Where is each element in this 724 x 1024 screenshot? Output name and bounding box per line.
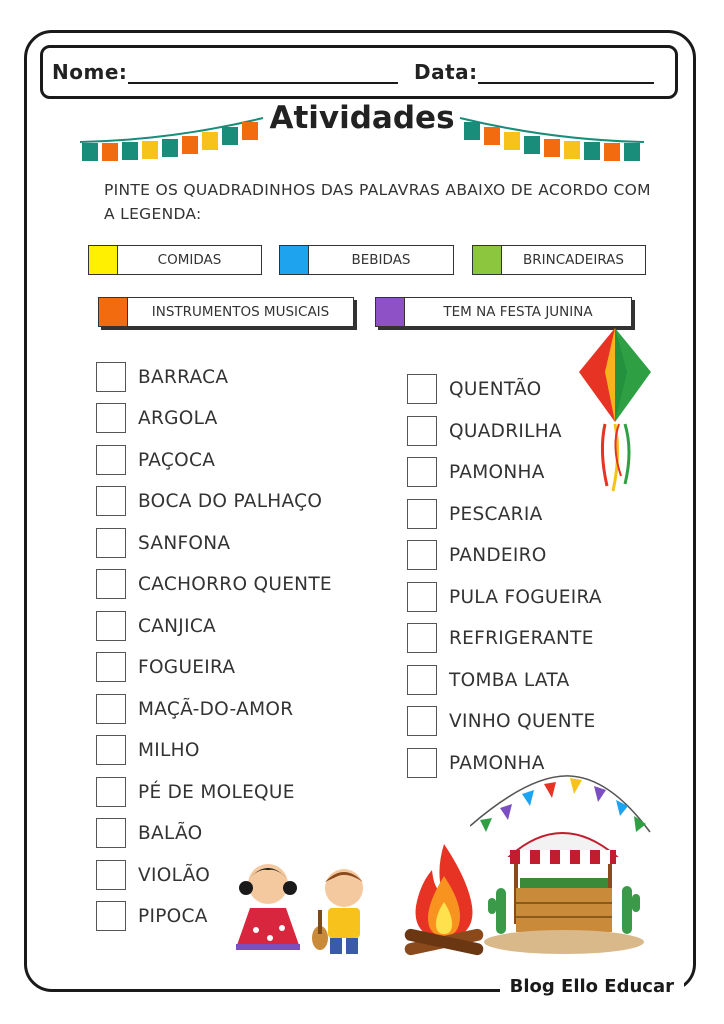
legend-brincadeiras	[472, 245, 646, 275]
item-label: MAÇÃ-DO-AMOR	[138, 698, 294, 720]
checkbox[interactable]	[96, 611, 126, 641]
header-box	[40, 45, 678, 99]
checkbox[interactable]	[96, 362, 126, 392]
name-field[interactable]	[128, 82, 398, 84]
list-item	[96, 486, 322, 516]
legend-swatch[interactable]	[99, 298, 128, 326]
list-item	[96, 901, 208, 931]
legend-swatch[interactable]	[376, 298, 405, 326]
legend-swatch[interactable]	[89, 246, 118, 274]
list-item	[96, 362, 228, 392]
checkbox[interactable]	[96, 652, 126, 682]
item-label: MILHO	[138, 739, 200, 761]
page-title: Atividades	[269, 100, 455, 136]
list-item	[96, 611, 216, 641]
checkbox[interactable]	[407, 665, 437, 695]
legend-label: INSTRUMENTOS MUSICAIS	[151, 304, 330, 320]
item-label: PAMONHA	[449, 461, 545, 483]
checkbox[interactable]	[407, 582, 437, 612]
checkbox[interactable]	[96, 403, 126, 433]
list-item	[96, 652, 235, 682]
instructions-text: PINTE OS QUADRADINHOS DAS PALAVRAS ABAIXO DE ACORDO COM A LEGENDA:	[104, 181, 651, 223]
item-label: QUENTÃO	[449, 378, 542, 400]
checkbox[interactable]	[96, 818, 126, 848]
checkbox[interactable]	[407, 416, 437, 446]
item-label: PÉ DE MOLEQUE	[138, 781, 295, 803]
item-label: PAMONHA	[449, 752, 545, 774]
item-label: BALÃO	[138, 822, 203, 844]
list-item	[407, 540, 547, 570]
list-item	[407, 706, 596, 736]
list-item	[407, 623, 594, 653]
checkbox[interactable]	[96, 486, 126, 516]
item-label: PESCARIA	[449, 503, 543, 525]
date-label: Data:	[414, 60, 478, 84]
item-label: QUADRILHA	[449, 420, 562, 442]
legend-swatch[interactable]	[473, 246, 502, 274]
list-item	[407, 499, 543, 529]
name-label: Nome:	[52, 60, 128, 84]
item-label: CANJICA	[138, 615, 216, 637]
legend-label: BEBIDAS	[351, 252, 411, 268]
item-label: REFRIGERANTE	[449, 627, 594, 649]
bunting-right-icon	[456, 112, 646, 167]
festa-stall-icon	[470, 770, 654, 958]
item-label: PAÇOCA	[138, 449, 216, 471]
list-item	[96, 403, 218, 433]
footer-credit: Blog Ello Educar	[500, 976, 684, 997]
legend-bebidas	[279, 245, 454, 275]
item-label: PIPOCA	[138, 905, 208, 927]
list-item	[407, 457, 545, 487]
checkbox[interactable]	[407, 748, 437, 778]
checkbox[interactable]	[407, 499, 437, 529]
item-label: VINHO QUENTE	[449, 710, 596, 732]
checkbox[interactable]	[96, 735, 126, 765]
list-item	[96, 860, 210, 890]
list-item	[407, 416, 562, 446]
item-label: VIOLÃO	[138, 864, 211, 886]
list-item	[96, 735, 200, 765]
legend-tem-na-festa-junina	[375, 297, 632, 327]
item-label: SANFONA	[138, 532, 231, 554]
legend-label: TEM NA FESTA JUNINA	[443, 304, 593, 320]
checkbox[interactable]	[96, 528, 126, 558]
legend-label: COMIDAS	[157, 252, 222, 268]
item-label: PANDEIRO	[449, 544, 547, 566]
item-label: TOMBA LATA	[449, 669, 570, 691]
item-label: PULA FOGUEIRA	[449, 586, 602, 608]
item-label: FOGUEIRA	[138, 656, 236, 678]
checkbox[interactable]	[407, 623, 437, 653]
legend-instrumentos-musicais	[98, 297, 354, 327]
list-item	[407, 582, 602, 612]
legend-comidas	[88, 245, 262, 275]
date-field[interactable]	[478, 82, 654, 84]
lantern-icon	[575, 326, 655, 496]
checkbox[interactable]	[96, 901, 126, 931]
checkbox[interactable]	[96, 569, 126, 599]
list-item	[96, 777, 295, 807]
item-label: CACHORRO QUENTE	[138, 573, 332, 595]
legend-swatch[interactable]	[280, 246, 309, 274]
checkbox[interactable]	[96, 777, 126, 807]
list-item	[407, 665, 570, 695]
checkbox[interactable]	[96, 694, 126, 724]
list-item	[96, 445, 215, 475]
list-item	[96, 528, 230, 558]
list-item	[407, 374, 542, 404]
item-label: BARRACA	[138, 366, 229, 388]
list-item	[96, 694, 293, 724]
checkbox[interactable]	[96, 445, 126, 475]
item-label: BOCA DO PALHAÇO	[138, 490, 323, 512]
legend-label: BRINCADEIRAS	[523, 252, 624, 268]
list-item	[96, 569, 332, 599]
checkbox[interactable]	[407, 374, 437, 404]
checkbox[interactable]	[96, 860, 126, 890]
list-item	[96, 818, 202, 848]
item-label: ARGOLA	[138, 407, 218, 429]
bunting-left-icon	[78, 112, 268, 167]
checkbox[interactable]	[407, 457, 437, 487]
checkbox[interactable]	[407, 540, 437, 570]
checkbox[interactable]	[407, 706, 437, 736]
dancing-kids-icon	[228, 858, 388, 958]
